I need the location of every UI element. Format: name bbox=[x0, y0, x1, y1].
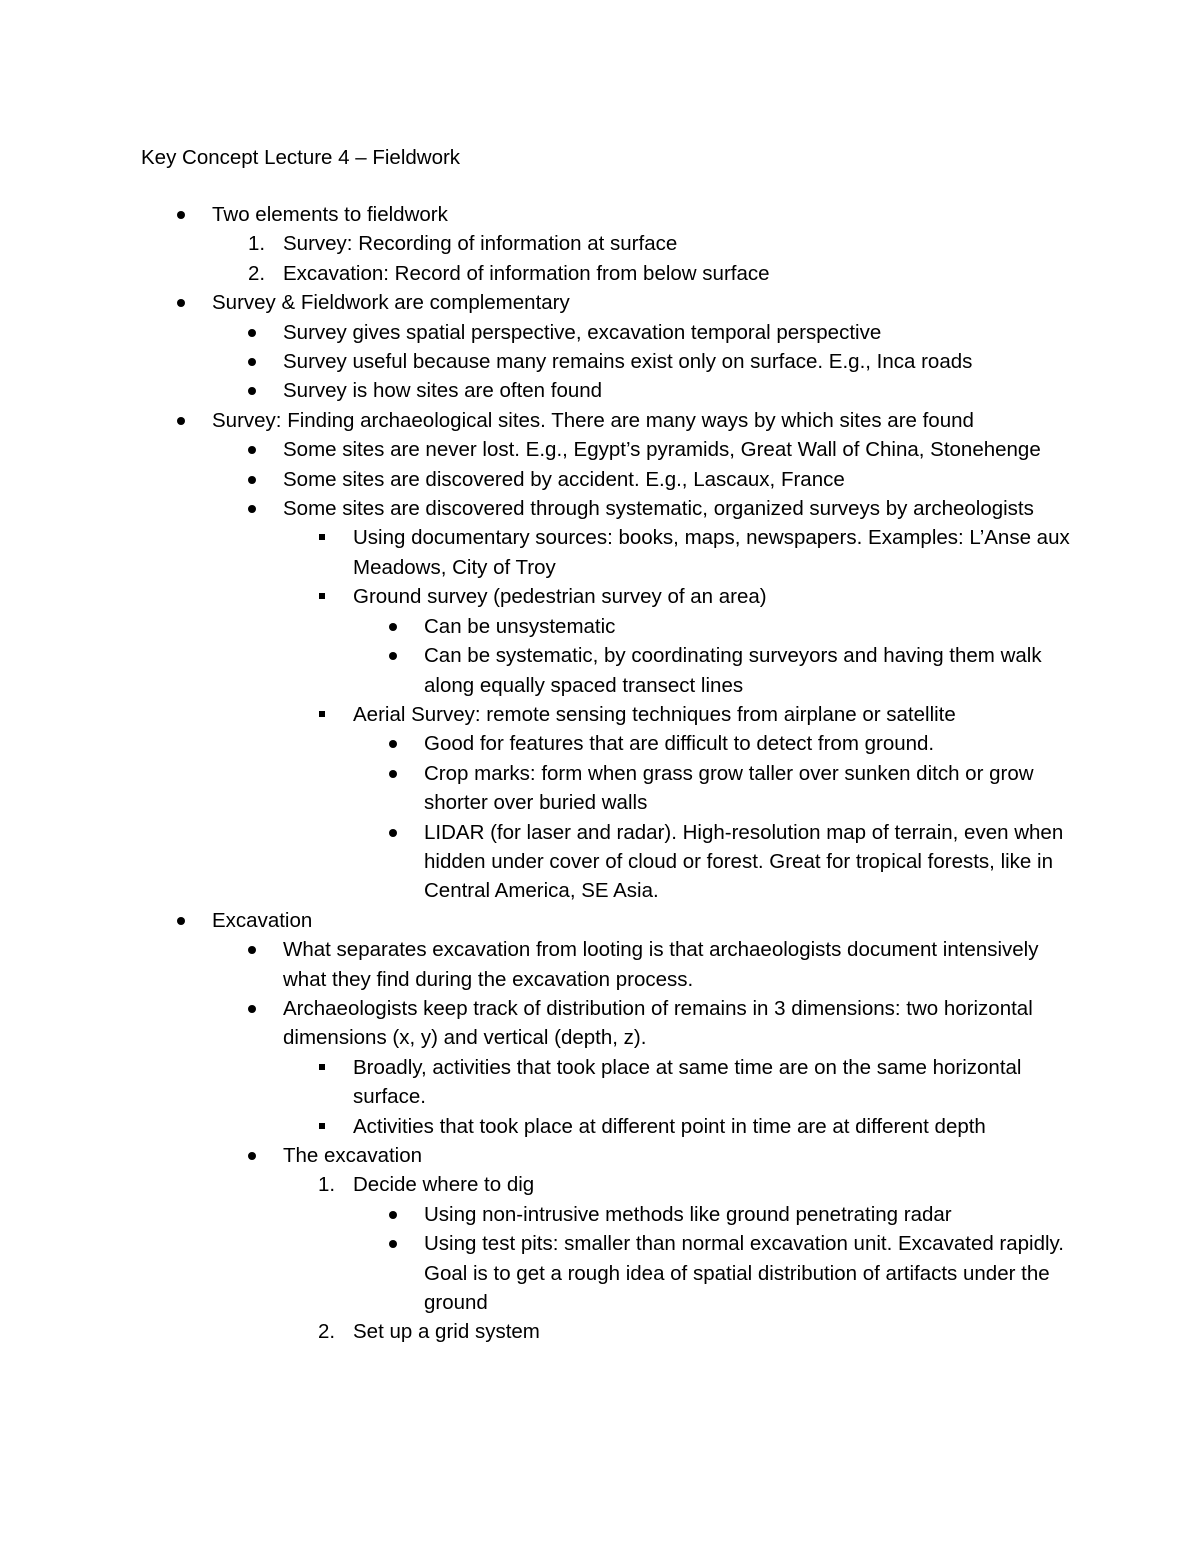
outline-item-text: Excavation: Record of information from below surface bbox=[283, 261, 770, 285]
list-number: 2. bbox=[248, 261, 266, 285]
bullet-dot-icon bbox=[243, 1141, 263, 1170]
bullet-dot-icon bbox=[243, 435, 263, 464]
outline-item bbox=[0, 1229, 1200, 1317]
outline-item-text: Using non-intrusive methods like ground penetrating radar bbox=[424, 1202, 952, 1226]
outline-item-text: Using documentary sources: books, maps, newspapers. Examples: L’Anse aux Meadows, City of Troy bbox=[353, 526, 1070, 579]
outline-item bbox=[0, 729, 1200, 758]
outline-item bbox=[0, 318, 1200, 347]
outline-item bbox=[0, 1200, 1200, 1229]
outline-item bbox=[0, 1141, 1200, 1170]
bullet-dot-icon bbox=[243, 376, 263, 405]
outline-item-text: What separates excavation from looting is that archaeologists document intensively what they find during the excavation process. bbox=[283, 938, 1039, 991]
list-number: 1. bbox=[248, 232, 266, 256]
outline-item bbox=[0, 376, 1200, 405]
outline-item-text: Survey & Fieldwork are complementary bbox=[212, 291, 570, 315]
bullet-dot-icon bbox=[243, 465, 263, 494]
outline-item-text: The excavation bbox=[283, 1144, 423, 1167]
outline-item-text: LIDAR (for laser and radar). High-resolution map of terrain, even when hidden under cover of cloud or forest. Great for tropical forests, like in Central America, SE Asia. bbox=[424, 820, 1064, 903]
outline-item bbox=[0, 994, 1200, 1053]
outline-item bbox=[0, 288, 1200, 317]
outline-item-text: Archaeologists keep track of distribution of remains in 3 dimensions: two horizontal dimensions (x, y) and vertical (depth, z). bbox=[283, 996, 1033, 1050]
bullet-square-icon bbox=[313, 1053, 333, 1082]
outline-item bbox=[0, 612, 1200, 641]
bullet-dot-icon bbox=[384, 729, 404, 758]
outline-item bbox=[0, 406, 1200, 435]
outline-item-text: Some sites are discovered by accident. E.g., Lascaux, France bbox=[283, 467, 845, 491]
outline-item-text: Survey useful because many remains exist only on surface. E.g., Inca roads bbox=[283, 350, 973, 374]
outline-item-text: Can be systematic, by coordinating surveyors and having them walk along equally spaced transect lines bbox=[424, 644, 1042, 697]
bullet-dot-icon bbox=[172, 200, 192, 229]
outline-item-text: Two elements to fieldwork bbox=[212, 203, 448, 226]
outline-item-text: Can be unsystematic bbox=[424, 614, 616, 638]
outline-item-text: Crop marks: form when grass grow taller over sunken ditch or grow shorter over buried walls bbox=[424, 761, 1034, 815]
bullet-dot-icon bbox=[384, 1229, 404, 1258]
outline-item bbox=[0, 259, 1200, 288]
outline-item bbox=[0, 935, 1200, 994]
bullet-square-icon bbox=[313, 523, 333, 552]
list-number: 1. bbox=[318, 1173, 336, 1197]
bullet-dot-icon bbox=[243, 347, 263, 376]
bullet-dot-icon bbox=[384, 818, 404, 847]
outline-item-text: Good for features that are difficult to detect from ground. bbox=[424, 732, 935, 756]
bullet-dot-icon bbox=[243, 494, 263, 523]
bullet-dot-icon bbox=[172, 288, 192, 317]
outline-item-text: Survey gives spatial perspective, excavation temporal perspective bbox=[283, 320, 882, 344]
outline-item bbox=[0, 700, 1200, 729]
bullet-square-icon bbox=[313, 582, 333, 611]
outline-item bbox=[0, 435, 1200, 464]
outline-item bbox=[0, 906, 1200, 935]
page-title: Key Concept Lecture 4 – Fieldwork bbox=[141, 146, 461, 169]
bullet-dot-icon bbox=[172, 906, 192, 935]
outline-item bbox=[0, 759, 1200, 818]
outline-item bbox=[0, 818, 1200, 906]
outline-item-text: Aerial Survey: remote sensing techniques from airplane or satellite bbox=[353, 702, 956, 726]
outline-item-text: Broadly, activities that took place at same time are on the same horizontal surface. bbox=[353, 1055, 1022, 1109]
bullet-dot-icon bbox=[384, 641, 404, 670]
outline-item-text: Some sites are never lost. E.g., Egypt’s pyramids, Great Wall of China, Stonehenge bbox=[283, 438, 1041, 462]
list-number: 2. bbox=[318, 1320, 336, 1344]
outline-item bbox=[0, 1170, 1200, 1199]
bullet-dot-icon bbox=[384, 1200, 404, 1229]
bullet-dot-icon bbox=[243, 318, 263, 347]
outline-item-text: Using test pits: smaller than normal excavation unit. Excavated rapidly. Goal is to get a rough idea of spatial distribution of artifacts under the ground bbox=[424, 1232, 1064, 1315]
outline-item-text: Excavation bbox=[212, 908, 313, 932]
outline-item bbox=[0, 523, 1200, 582]
outline-item bbox=[0, 494, 1200, 523]
outline-item bbox=[0, 1317, 1200, 1346]
bullet-dot-icon bbox=[384, 612, 404, 641]
outline-item bbox=[0, 1053, 1200, 1112]
bullet-dot-icon bbox=[243, 994, 263, 1023]
bullet-square-icon bbox=[313, 1112, 333, 1141]
notes-outline bbox=[0, 200, 1200, 1347]
outline-item bbox=[0, 582, 1200, 611]
outline-item bbox=[0, 347, 1200, 376]
outline-item bbox=[0, 229, 1200, 258]
bullet-square-icon bbox=[313, 700, 333, 729]
outline-item bbox=[0, 1112, 1200, 1141]
bullet-dot-icon bbox=[243, 935, 263, 964]
outline-item-text: Survey is how sites are often found bbox=[283, 379, 603, 403]
outline-item bbox=[0, 465, 1200, 494]
bullet-dot-icon bbox=[172, 406, 192, 435]
outline-item bbox=[0, 641, 1200, 700]
outline-item-text: Some sites are discovered through systematic, organized surveys by archeologists bbox=[283, 497, 1034, 521]
outline-item-text: Activities that took place at different point in time are at different depth bbox=[353, 1114, 986, 1138]
bullet-dot-icon bbox=[384, 759, 404, 788]
outline-item-text: Ground survey (pedestrian survey of an area) bbox=[353, 585, 767, 609]
outline-item-text: Survey: Finding archaeological sites. There are many ways by which sites are found bbox=[212, 408, 974, 432]
outline-item-text: Set up a grid system bbox=[353, 1320, 540, 1344]
outline-item bbox=[0, 200, 1200, 229]
outline-item-text: Decide where to dig bbox=[353, 1173, 535, 1197]
outline-item-text: Survey: Recording of information at surface bbox=[283, 232, 678, 256]
